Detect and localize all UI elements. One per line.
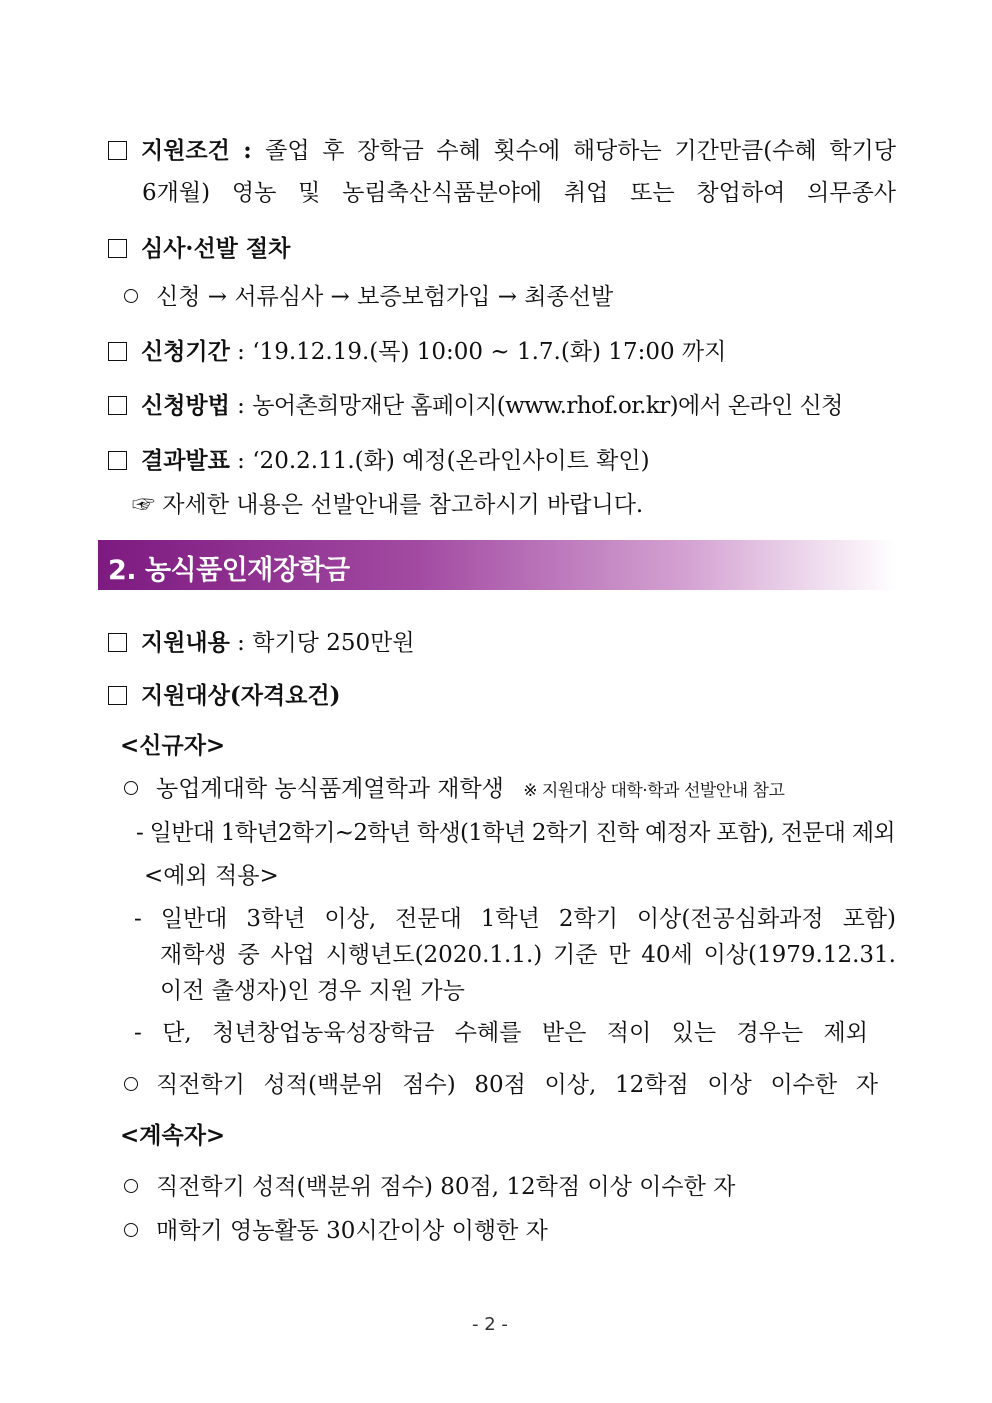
page-number: - 2 - <box>472 1314 508 1335</box>
new-item-1-note: ※ 지원대상 대학·학과 선발안내 참고 <box>523 781 785 801</box>
support-condition-line2: 6개월) 영농 및 농림축산식품분야에 취업 또는 창업하여 의무종사 <box>142 180 896 206</box>
section-banner <box>98 540 896 590</box>
continuing-applicant-header: <계속자> <box>120 1122 226 1149</box>
bullet-circle-icon <box>124 781 138 795</box>
support-content-value: 학기당 250만원 <box>252 630 415 656</box>
section-title: 2. 농식품인재장학금 <box>108 555 350 586</box>
checkbox-square-icon <box>108 239 127 258</box>
exception-1-line1: - 일반대 3학년 이상, 전문대 1학년 2학기 이상(전공심화과정 포함) <box>134 906 896 932</box>
exception-1-line2: 재학생 중 사업 시행년도(2020.1.1.) 기준 만 40세 이상(1979.12.31. <box>160 942 896 968</box>
reference-note: ☞ 자세한 내용은 선발안내를 참고하시기 바랍니다. <box>132 492 644 518</box>
support-condition-line1: 졸업 후 장학금 수혜 횟수에 해당하는 기간만큼(수혜 학기당 <box>265 138 896 164</box>
checkbox-square-icon <box>108 396 127 415</box>
checkbox-square-icon <box>108 342 127 361</box>
new-item-2-text: 직전학기 성적(백분위 점수) 80점 이상, 12학점 이상 이수한 자 <box>156 1072 878 1098</box>
checkbox-square-icon <box>108 451 127 470</box>
support-target-label: 지원대상(자격요건) <box>141 682 341 709</box>
checkbox-square-icon <box>108 141 127 160</box>
new-item-2 <box>124 1066 878 1099</box>
support-condition-item <box>108 132 896 165</box>
label-separator: : <box>229 339 253 365</box>
support-content-item <box>108 624 415 657</box>
result-announcement-label: 결과발표 <box>141 447 230 474</box>
support-target-item <box>108 677 341 710</box>
continuing-item-2 <box>124 1212 548 1245</box>
checkbox-square-icon <box>108 686 127 705</box>
exception-header: <예외 적용> <box>144 863 279 889</box>
label-separator: : <box>229 448 253 474</box>
new-item-1 <box>124 770 784 803</box>
bullet-circle-icon <box>124 1179 138 1193</box>
bullet-circle-icon <box>124 1077 138 1091</box>
bullet-circle-icon <box>124 289 138 303</box>
new-item-1-sub: - 일반대 1학년2학기~2학년 학생(1학년 2학기 진학 예정자 포함), 전문대 제외 <box>136 820 895 846</box>
label-separator: : <box>229 393 253 419</box>
selection-procedure-item <box>108 230 290 263</box>
continuing-item-1-text: 직전학기 성적(백분위 점수) 80점, 12학점 이상 이수한 자 <box>156 1174 736 1200</box>
result-announcement-value: ‘20.2.11.(화) 예정(온라인사이트 확인) <box>252 448 650 474</box>
application-period-label: 신청기간 <box>141 338 230 365</box>
new-applicant-header: <신규자> <box>120 732 226 759</box>
application-period-item <box>108 333 726 366</box>
exception-2: - 단, 청년창업농육성장학금 수혜를 받은 적이 있는 경우는 제외 <box>134 1020 868 1046</box>
label-separator: : <box>229 137 266 164</box>
application-method-item <box>108 387 843 420</box>
label-separator: : <box>229 630 253 656</box>
continuing-item-1 <box>124 1168 735 1201</box>
continuing-item-2-text: 매학기 영농활동 30시간이상 이행한 자 <box>156 1218 548 1244</box>
procedure-flow <box>124 278 613 311</box>
selection-procedure-label: 심사·선발 절차 <box>141 235 291 262</box>
application-method-value: 농어촌희망재단 홈페이지(www.rhof.or.kr)에서 온라인 신청 <box>252 393 843 419</box>
application-period-value: ‘19.12.19.(목) 10:00 ~ 1.7.(화) 17:00 까지 <box>252 339 727 365</box>
result-announcement-item <box>108 442 650 475</box>
application-method-label: 신청방법 <box>141 392 230 419</box>
exception-1-line3: 이전 출생자)인 경우 지원 가능 <box>160 978 465 1004</box>
support-condition-label: 지원조건 <box>141 137 230 164</box>
support-content-label: 지원내용 <box>141 629 230 656</box>
procedure-flow-text: 신청 → 서류심사 → 보증보험가입 → 최종선발 <box>156 284 614 310</box>
new-item-1-text: 농업계대학 농식품계열학과 재학생 <box>156 776 504 802</box>
checkbox-square-icon <box>108 633 127 652</box>
bullet-circle-icon <box>124 1223 138 1237</box>
